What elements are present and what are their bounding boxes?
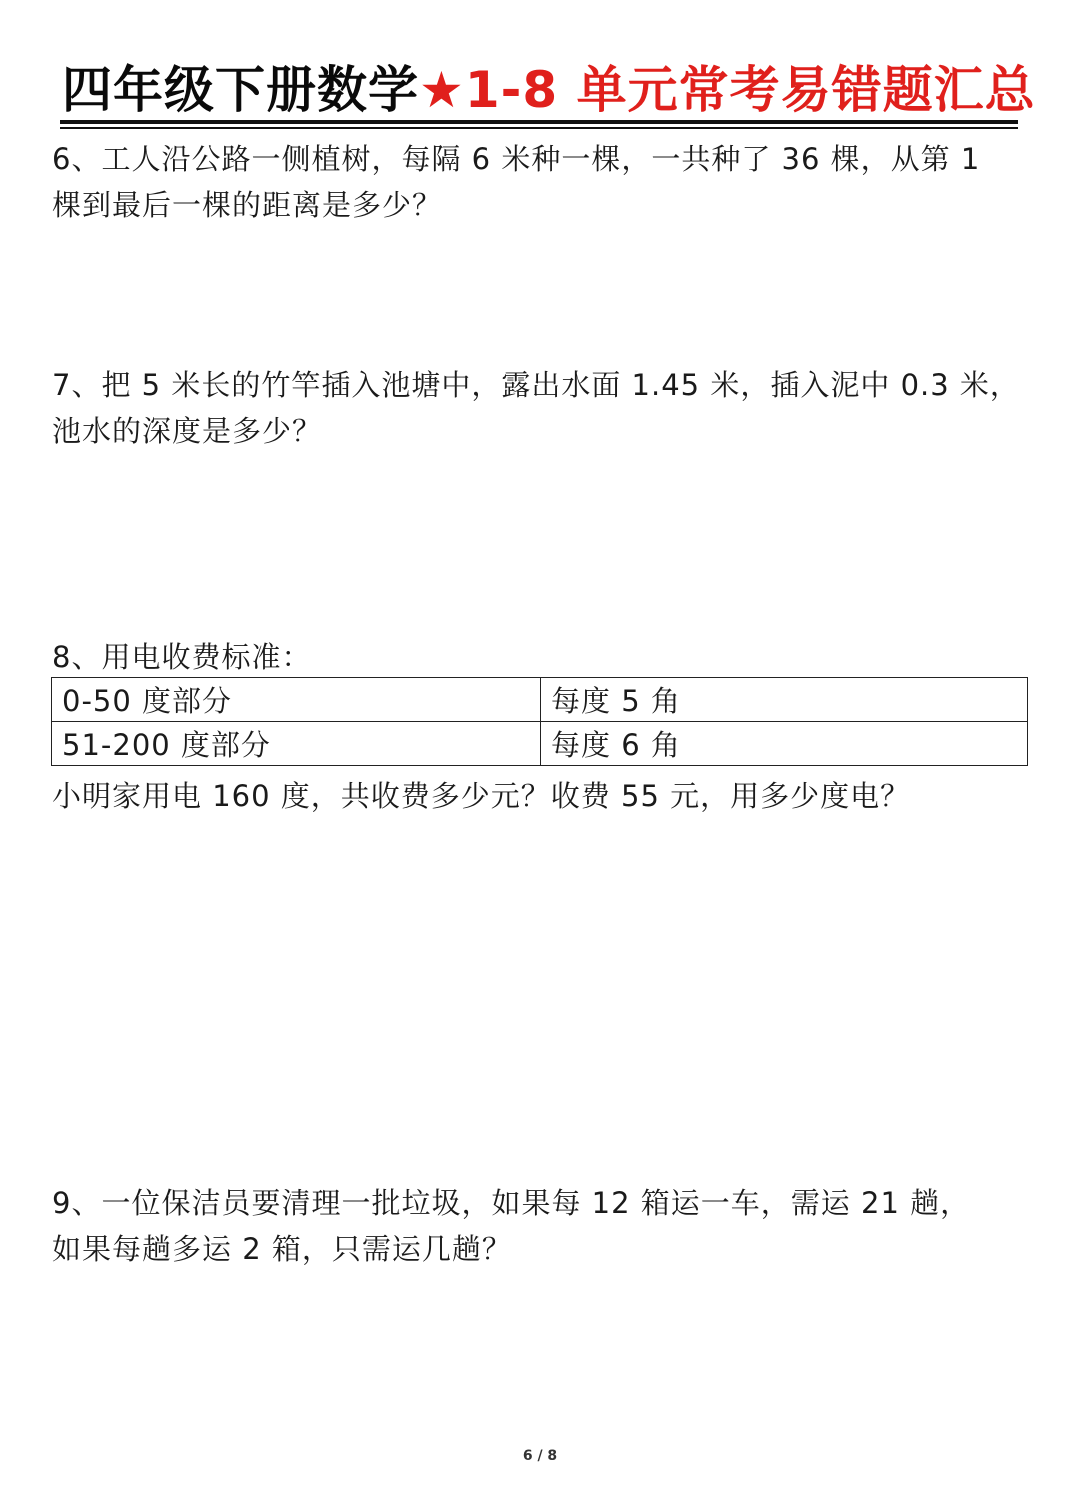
question-8-text bbox=[52, 773, 1032, 819]
question-8-intro bbox=[52, 634, 1032, 680]
page-title bbox=[62, 58, 1036, 122]
question-9-line-2: 如果每趟多运 2 箱，只需运几趟？ bbox=[52, 1232, 512, 1266]
fee-rate-cell: 每度 6 角 bbox=[541, 722, 1028, 766]
question-8-question: 小明家用电 160 度，共收费多少元？收费 55 元，用多少度电？ bbox=[52, 779, 911, 813]
question-6-line-1: 6、工人沿公路一侧植树，每隔 6 米种一棵，一共种了 36 棵，从第 1 bbox=[52, 142, 981, 176]
title-subtitle: 1-8 单元常考易错题汇总 bbox=[464, 61, 1036, 119]
question-9 bbox=[52, 1180, 1032, 1272]
page-number: 6 / 8 bbox=[522, 1448, 558, 1464]
question-9-line-1: 9、一位保洁员要清理一批垃圾，如果每 12 箱运一车，需运 21 趟， bbox=[52, 1186, 971, 1220]
table-row bbox=[52, 678, 1028, 722]
question-6-line-2: 棵到最后一棵的距离是多少？ bbox=[52, 188, 443, 222]
question-7 bbox=[52, 362, 1032, 454]
fee-table bbox=[51, 677, 1028, 766]
question-8-intro-text: 8、用电收费标准： bbox=[52, 640, 312, 674]
fee-range-cell: 51-200 度部分 bbox=[52, 722, 541, 766]
fee-range-cell: 0-50 度部分 bbox=[52, 678, 541, 722]
table-row bbox=[52, 722, 1028, 766]
title-underline-thick bbox=[60, 120, 1018, 124]
title-underline-thin bbox=[60, 127, 1018, 129]
fee-rate-cell: 每度 5 角 bbox=[541, 678, 1028, 722]
question-7-line-2: 池水的深度是多少？ bbox=[52, 414, 323, 448]
title-main: 四年级下册数学 bbox=[62, 61, 419, 119]
question-6 bbox=[52, 136, 1032, 228]
title-star-icon: ★ bbox=[419, 61, 465, 119]
question-7-line-1: 7、把 5 米长的竹竿插入池塘中，露出水面 1.45 米，插入泥中 0.3 米， bbox=[52, 368, 1020, 402]
